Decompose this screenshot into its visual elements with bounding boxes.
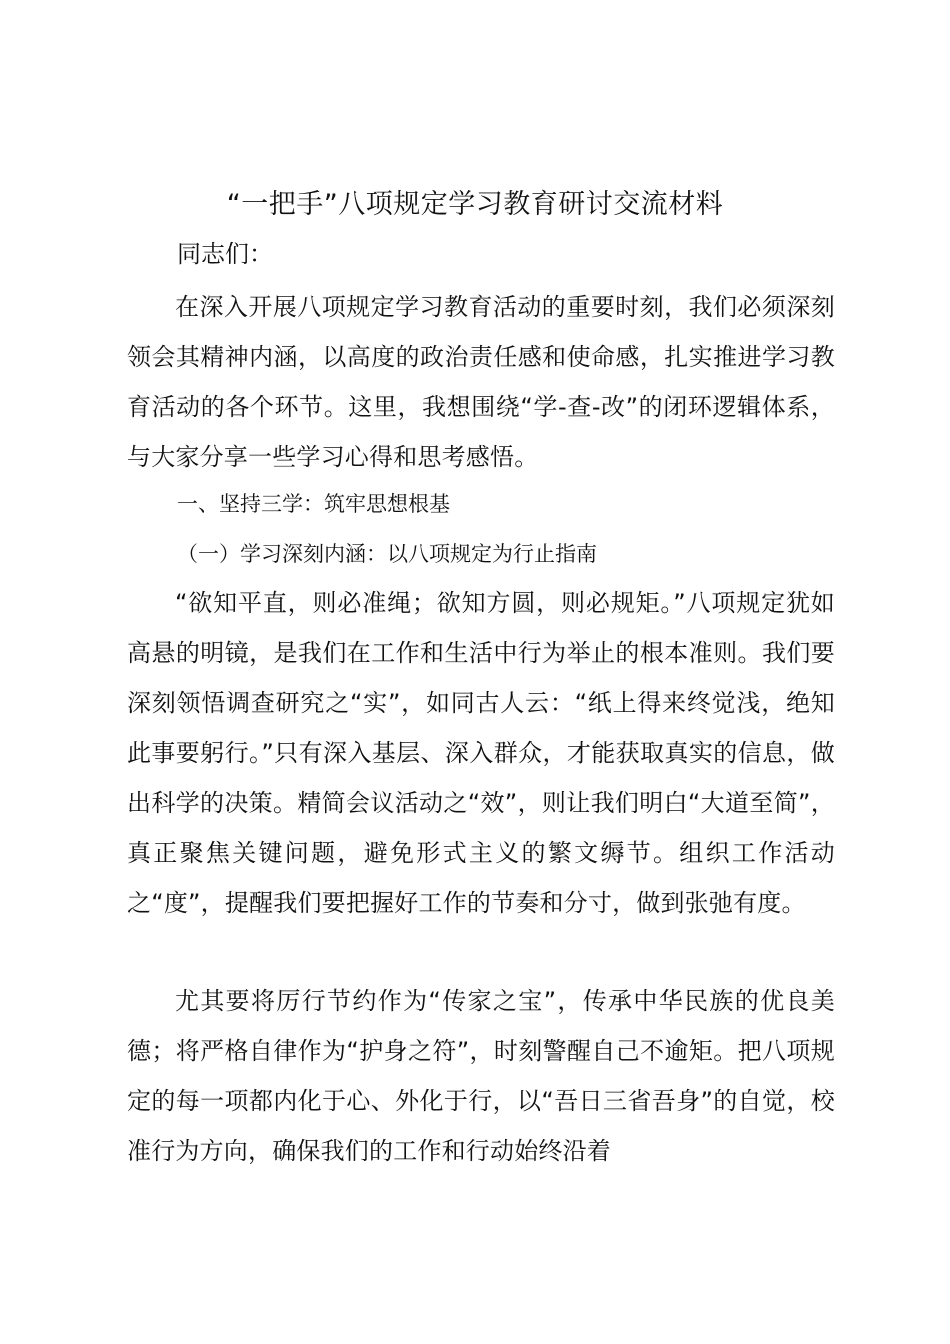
paragraph-intro: 在深入开展八项规定学习教育活动的重要时刻，我们必须深刻领会其精神内涵，以高度的政治责任感和使命感，扎实推进学习教育活动的各个环节。这里，我想围绕“学-查-改”的闭环逻辑体系，与大家分享一些学习心得和思考感悟。: [127, 293, 835, 471]
section-heading: 一、坚持三学：筑牢思想根基: [177, 492, 450, 516]
document-title: “一把手”八项规定学习教育研讨交流材料: [226, 189, 724, 220]
paragraph-body-continued: 尤其要将厉行节约作为“传家之宝”，传承中华民族的优良美德；将严格自律作为“护身之符”，时刻警醒自己不逾矩。把八项规定的每一项都内化于心、外化于行，以“吾日三省吾身”的自觉，校准行为方向，确保我们的工作和行动始终沿着: [127, 987, 835, 1165]
subsection-heading: （一）学习深刻内涵：以八项规定为行止指南: [177, 542, 597, 566]
paragraph-body: “欲知平直，则必准绳；欲知方圆，则必规矩。”八项规定犹如高悬的明镜，是我们在工作和生活中行为举止的根本准则。我们要深刻领悟调查研究之“实”，如同古人云：“纸上得来终觉浅，绝知此事要躬行。”只有深入基层、深入群众，才能获取真实的信息，做出科学的决策。精简会议活动之“效”，则让我们明白“大道至简”，真正聚焦关键问题，避免形式主义的繁文缛节。组织工作活动之“度”，提醒我们要把握好工作的节奏和分寸，做到张弛有度。: [127, 589, 835, 917]
salutation: 同志们：: [177, 240, 273, 268]
